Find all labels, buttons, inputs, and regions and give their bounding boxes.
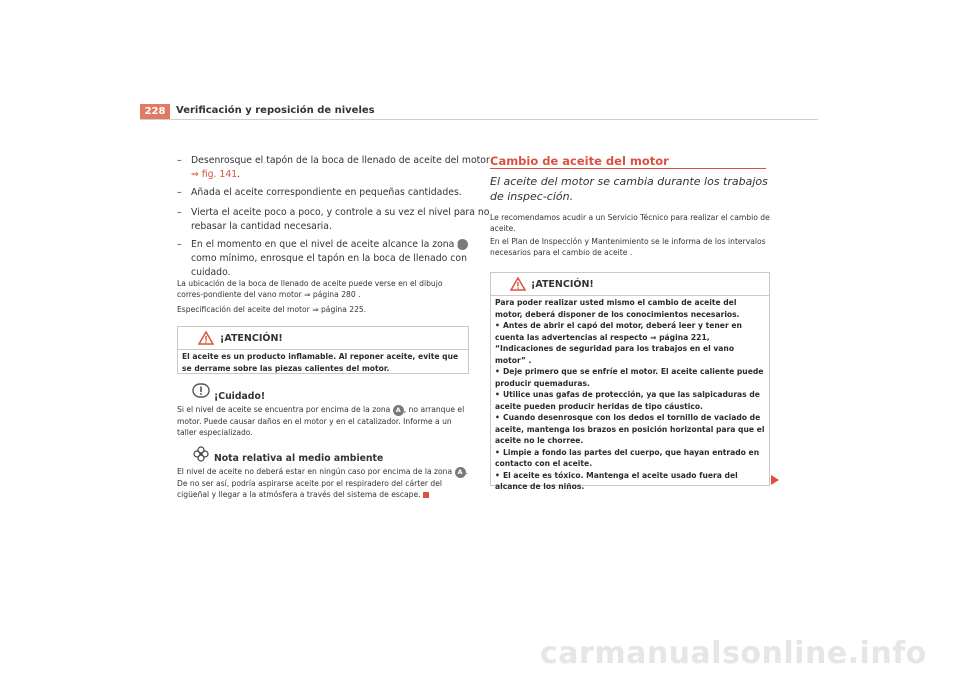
environment-title: Nota relativa al medio ambiente [214, 453, 384, 464]
watermark: carmanualsonline.info [540, 636, 927, 671]
environment-text: El nivel de aceite no deberá estar en ningún caso por encima de la zona A . De no ser así, podría aspirarse aceite por el respiradero del cárter del cigüeñal y llegar a la atmósfera a través del sistema de escape. [177, 467, 468, 499]
warning-intro: Para poder realizar usted mismo el cambio de aceite del motor, deberá disponer de los conocimientos necesarios. [495, 298, 740, 319]
warning-triangle-icon [198, 331, 214, 345]
warning-bullet: • Antes de abrir el capó del motor, deberá leer y tener en cuenta las advertencias al respecto ⇒ página 221, “Indicaciones de seguridad para los trabajos en el vano motor” . [495, 321, 742, 365]
step-1: – Desenrosque el tapón de la boca de llenado de aceite del motor ⇒ fig. 141. [177, 155, 490, 180]
heading-underline [490, 168, 766, 169]
note-oil-spec: Especificación del aceite del motor ⇒ página 225. [177, 305, 367, 314]
flower-icon [193, 446, 209, 462]
step-3: – Vierta el aceite poco a poco, y controle a su vez el nivel para no rebasar la cantidad necesaria. [177, 207, 490, 232]
continue-arrow-icon[interactable] [770, 474, 780, 486]
zone-marker-a-2: A [455, 467, 466, 478]
warning-box-right [490, 272, 770, 491]
section-end-icon [423, 492, 429, 498]
section-heading: Cambio de aceite del motor [490, 154, 669, 168]
zone-marker-a: A [393, 405, 404, 416]
running-title: Verificación y reposición de niveles [176, 105, 375, 116]
warning-bullet: • Utilice unas gafas de protección, ya que las salpicaduras de aceite pueden producir heridas de tipo cáustico. [495, 390, 760, 411]
header-divider [140, 119, 818, 120]
page-number: 228 [140, 104, 170, 119]
zone-marker-b: B [457, 239, 468, 250]
figure-link[interactable]: ⇒ fig. 141 [191, 169, 238, 180]
note-filler-location: La ubicación de la boca de llenado de aceite puede verse en el dibujo corres-pondiente del vano motor ⇒ página 280 . [177, 279, 443, 299]
section-subheading: El aceite del motor se cambia durante los trabajos de inspec-ción. [490, 175, 768, 203]
warning-bullet: • El aceite es tóxico. Mantenga el aceite usado fuera del alcance de los niños. [495, 470, 738, 491]
caution-icon [192, 383, 210, 399]
para-recommendation: Le recomendamos acudir a un Servicio Técnico para realizar el cambio de aceite. [490, 213, 770, 233]
step-1-text: Desenrosque el tapón de la boca de llenado de aceite del motor [191, 155, 490, 166]
para-maintenance-plan: En el Plan de Inspección y Mantenimiento se le informa de los intervalos necesarios para el cambio de aceite . [490, 237, 766, 257]
caution-text: Si el nivel de aceite se encuentra por encima de la zona A , no arranque el motor. Puede causar daños en el motor y en el catalizador. Informe a un taller especializado. [177, 405, 465, 437]
warning-title-right: ¡ATENCIÓN! [531, 279, 594, 290]
warning-triangle-icon [510, 277, 526, 291]
warning-text: El aceite es un producto inflamable. Al reponer aceite, evite que se derrame sobre las piezas calientes del motor. [182, 352, 459, 373]
caution-title: ¡Cuidado! [214, 391, 266, 402]
step-2: – Añada el aceite correspondiente en pequeñas cantidades. [177, 187, 462, 198]
warning-bullet: • Deje primero que se enfríe el motor. El aceite caliente puede producir quemaduras. [495, 367, 764, 388]
warning-content [495, 297, 765, 493]
warning-bullet: • Cuando desenrosque con los dedos el tornillo de vaciado de aceite, mantenga los brazos en posición horizontal para que el aceite no le chorree. [495, 413, 765, 445]
warning-box-left [177, 326, 469, 374]
warning-title: ¡ATENCIÓN! [220, 333, 283, 344]
warning-bullet: • Limpie a fondo las partes del cuerpo, que hayan entrado en contacto con el aceite. [495, 447, 760, 468]
step-4: – En el momento en que el nivel de aceite alcance la zona B como mínimo, enrosque el tapón en la boca de llenado con cuidado. [177, 239, 467, 278]
